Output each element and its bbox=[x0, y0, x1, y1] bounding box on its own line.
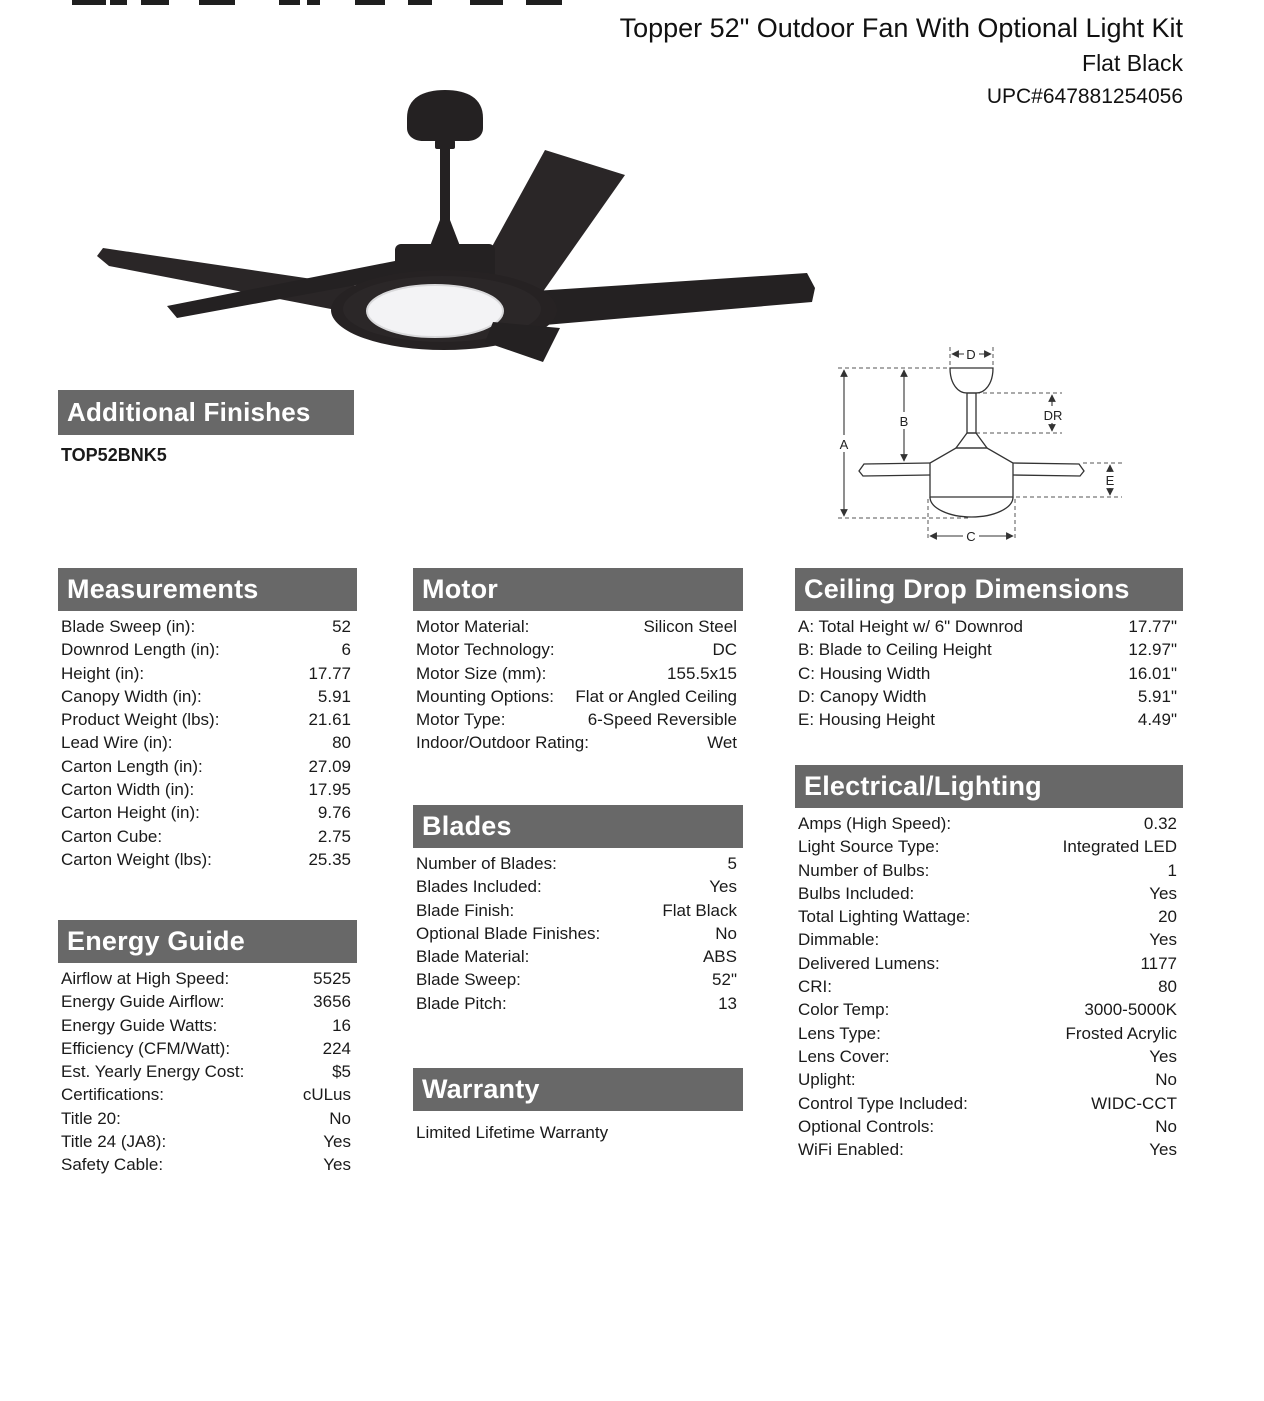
spec-value: 3656 bbox=[313, 992, 351, 1012]
blades-header: Blades bbox=[413, 805, 743, 848]
diagram-label-d: D bbox=[966, 347, 976, 362]
motor-section bbox=[413, 568, 743, 755]
spec-value: No bbox=[715, 923, 737, 943]
spec-label: Energy Guide Watts: bbox=[61, 1015, 218, 1035]
spec-label: Certifications: bbox=[61, 1085, 164, 1105]
motor-rows bbox=[413, 611, 743, 755]
spec-label: Blade Sweep: bbox=[416, 970, 521, 990]
product-title: Topper 52" Outdoor Fan With Optional Light Kit bbox=[619, 13, 1183, 43]
spec-value: 16.01" bbox=[1128, 663, 1177, 683]
spec-row bbox=[413, 638, 743, 661]
fan-downrod bbox=[440, 146, 450, 222]
product-upc: UPC#647881254056 bbox=[986, 85, 1183, 108]
spec-label: Efficiency (CFM/Watt): bbox=[61, 1038, 231, 1058]
spec-row bbox=[795, 859, 1183, 882]
fan-product-image bbox=[55, 78, 825, 378]
spec-value: 1 bbox=[1167, 860, 1177, 880]
spec-value: 80 bbox=[1158, 977, 1177, 997]
spec-row bbox=[795, 812, 1183, 835]
spec-row bbox=[58, 662, 357, 685]
spec-row bbox=[795, 1115, 1183, 1138]
spec-value: No bbox=[1155, 1070, 1177, 1090]
spec-label: Motor Size (mm): bbox=[416, 663, 547, 683]
spec-label: Canopy Width (in): bbox=[61, 686, 202, 706]
spec-label: Uplight: bbox=[798, 1070, 856, 1090]
spec-value: 17.77" bbox=[1128, 617, 1177, 636]
measurements-rows bbox=[58, 611, 357, 871]
spec-row bbox=[795, 708, 1183, 731]
spec-value: Flat or Angled Ceiling bbox=[575, 686, 737, 706]
spec-value: 20 bbox=[1158, 907, 1177, 927]
spec-row bbox=[58, 755, 357, 778]
spec-value: 16 bbox=[332, 1015, 351, 1035]
spec-row bbox=[413, 685, 743, 708]
spec-value: 5.91" bbox=[1137, 686, 1177, 706]
motor-header: Motor bbox=[413, 568, 743, 611]
spec-row bbox=[795, 615, 1183, 638]
spec-label: Carton Length (in): bbox=[61, 756, 203, 776]
spec-value: 13 bbox=[718, 993, 737, 1013]
ceiling-drop-header: Ceiling Drop Dimensions bbox=[795, 568, 1183, 611]
energy-guide-rows bbox=[58, 963, 357, 1177]
spec-label: Color Temp: bbox=[798, 1000, 890, 1020]
spec-label: Lead Wire (in): bbox=[61, 733, 173, 753]
spec-label: Carton Width (in): bbox=[61, 780, 195, 800]
spec-value: Yes bbox=[709, 877, 737, 897]
spec-label: A: Total Height w/ 6" Downrod bbox=[798, 617, 1023, 636]
spec-row bbox=[58, 1014, 357, 1037]
spec-row bbox=[795, 952, 1183, 975]
spec-label: Blade Pitch: bbox=[416, 993, 507, 1013]
diagram-label-e: E bbox=[1105, 473, 1115, 488]
spec-value: 52" bbox=[712, 970, 737, 990]
spec-row bbox=[413, 875, 743, 898]
spec-value: cULus bbox=[302, 1085, 351, 1105]
spec-label: Carton Weight (lbs): bbox=[61, 849, 212, 869]
spec-value: Yes bbox=[1149, 930, 1177, 950]
spec-label: Height (in): bbox=[61, 663, 145, 683]
spec-value: Integrated LED bbox=[1062, 837, 1177, 857]
spec-row bbox=[795, 1045, 1183, 1068]
spec-row bbox=[58, 1153, 357, 1176]
spec-label: Light Source Type: bbox=[798, 837, 940, 857]
spec-value: 6 bbox=[341, 640, 351, 660]
measurements-header: Measurements bbox=[58, 568, 357, 611]
spec-value: 155.5x15 bbox=[667, 663, 737, 683]
spec-label: Number of Bulbs: bbox=[798, 860, 930, 880]
electrical-header: Electrical/Lighting bbox=[795, 765, 1183, 808]
spec-label: Title 20: bbox=[61, 1108, 121, 1128]
spec-label: Lens Type: bbox=[798, 1023, 881, 1043]
spec-value: No bbox=[1155, 1116, 1177, 1136]
spec-row bbox=[413, 945, 743, 968]
spec-row bbox=[795, 638, 1183, 661]
spec-label: Carton Height (in): bbox=[61, 803, 200, 823]
spec-label: Amps (High Speed): bbox=[798, 814, 952, 833]
spec-label: Safety Cable: bbox=[61, 1155, 164, 1175]
spec-row bbox=[795, 905, 1183, 928]
finish-code: TOP52BNK5 bbox=[61, 445, 167, 465]
warranty-text: Limited Lifetime Warranty bbox=[416, 1123, 609, 1142]
spec-row bbox=[58, 1083, 357, 1106]
electrical-rows bbox=[795, 808, 1183, 1161]
electrical-section bbox=[795, 765, 1183, 1161]
spec-value: 5 bbox=[727, 854, 737, 873]
spec-row bbox=[413, 852, 743, 875]
spec-label: D: Canopy Width bbox=[798, 686, 927, 706]
spec-row bbox=[413, 968, 743, 991]
spec-label: Number of Blades: bbox=[416, 854, 557, 873]
spec-label: WiFi Enabled: bbox=[798, 1140, 904, 1160]
energy-guide-section bbox=[58, 920, 357, 1177]
spec-row bbox=[58, 685, 357, 708]
spec-value: 17.95 bbox=[308, 780, 351, 800]
spec-label: Motor Technology: bbox=[416, 640, 555, 660]
diagram-label-a: A bbox=[839, 437, 849, 452]
fan-blade-front bbox=[485, 322, 560, 362]
spec-row bbox=[58, 708, 357, 731]
spec-value: No bbox=[329, 1108, 351, 1128]
ceiling-drop-diagram bbox=[830, 332, 1140, 562]
spec-label: Control Type Included: bbox=[798, 1093, 968, 1113]
spec-value: Yes bbox=[1149, 1046, 1177, 1066]
spec-label: Blade Finish: bbox=[416, 900, 515, 920]
spec-row bbox=[795, 662, 1183, 685]
spec-label: Mounting Options: bbox=[416, 686, 554, 706]
spec-label: E: Housing Height bbox=[798, 710, 936, 730]
spec-row bbox=[795, 975, 1183, 998]
spec-row bbox=[795, 685, 1183, 708]
spec-label: C: Housing Width bbox=[798, 663, 931, 683]
warranty-header: Warranty bbox=[413, 1068, 743, 1111]
measurements-section bbox=[58, 568, 357, 871]
spec-value: 6-Speed Reversible bbox=[587, 710, 737, 730]
spec-row bbox=[795, 882, 1183, 905]
warranty-section bbox=[413, 1068, 743, 1143]
spec-value: Frosted Acrylic bbox=[1065, 1023, 1177, 1043]
spec-row bbox=[58, 1037, 357, 1060]
diagram-label-b: B bbox=[899, 414, 909, 429]
additional-finishes-section bbox=[58, 390, 354, 466]
spec-row bbox=[58, 967, 357, 990]
spec-value: 2.75 bbox=[317, 826, 351, 846]
spec-label: Optional Controls: bbox=[798, 1116, 935, 1136]
fan-coupler bbox=[430, 220, 460, 246]
spec-value: Yes bbox=[323, 1155, 351, 1175]
spec-value: 5525 bbox=[313, 969, 351, 988]
spec-row bbox=[58, 615, 357, 638]
spec-label: Dimmable: bbox=[798, 930, 880, 950]
spec-row bbox=[413, 992, 743, 1015]
spec-row bbox=[413, 708, 743, 731]
spec-value: 12.97" bbox=[1128, 640, 1177, 660]
spec-label: Energy Guide Airflow: bbox=[61, 992, 225, 1012]
spec-value: Yes bbox=[1149, 1140, 1177, 1160]
spec-value: Yes bbox=[1149, 883, 1177, 903]
spec-value: 224 bbox=[322, 1038, 351, 1058]
spec-value: 0.32 bbox=[1143, 814, 1177, 833]
spec-value: 1177 bbox=[1140, 953, 1177, 973]
blades-section bbox=[413, 805, 743, 1015]
spec-row bbox=[413, 662, 743, 685]
spec-label: Delivered Lumens: bbox=[798, 953, 940, 973]
cropped-text-fragment bbox=[0, 0, 700, 8]
spec-row bbox=[58, 825, 357, 848]
spec-value: Flat Black bbox=[662, 900, 737, 920]
spec-label: Est. Yearly Energy Cost: bbox=[61, 1062, 245, 1082]
spec-row bbox=[795, 998, 1183, 1021]
spec-label: Blade Sweep (in): bbox=[61, 617, 196, 636]
spec-value: 21.61 bbox=[308, 710, 351, 730]
spec-value: 25.35 bbox=[308, 849, 351, 869]
spec-row bbox=[58, 848, 357, 871]
spec-value: ABS bbox=[702, 947, 737, 967]
spec-value: Wet bbox=[707, 733, 737, 753]
spec-row bbox=[58, 1130, 357, 1153]
spec-value: 5.91 bbox=[317, 686, 351, 706]
spec-label: Motor Type: bbox=[416, 710, 506, 730]
spec-label: Product Weight (lbs): bbox=[61, 710, 220, 730]
spec-value: 3000-5000K bbox=[1084, 1000, 1177, 1020]
spec-value: WIDC-CCT bbox=[1091, 1093, 1177, 1113]
spec-label: Indoor/Outdoor Rating: bbox=[416, 733, 589, 753]
spec-row bbox=[795, 1138, 1183, 1161]
blades-rows bbox=[413, 848, 743, 1015]
spec-row bbox=[795, 835, 1183, 858]
spec-label: Downrod Length (in): bbox=[61, 640, 220, 660]
energy-guide-header: Energy Guide bbox=[58, 920, 357, 963]
spec-label: B: Blade to Ceiling Height bbox=[798, 640, 992, 660]
spec-value: 17.77 bbox=[308, 663, 351, 683]
spec-label: Total Lighting Wattage: bbox=[798, 907, 971, 927]
spec-row bbox=[413, 731, 743, 754]
spec-value: 27.09 bbox=[308, 756, 351, 776]
spec-value: Yes bbox=[323, 1132, 351, 1152]
ceiling-drop-section bbox=[795, 568, 1183, 731]
spec-row bbox=[58, 801, 357, 824]
spec-row bbox=[795, 1022, 1183, 1045]
spec-row bbox=[413, 615, 743, 638]
spec-label: Bulbs Included: bbox=[798, 883, 915, 903]
spec-row bbox=[58, 731, 357, 754]
spec-row bbox=[58, 1060, 357, 1083]
spec-label: Blade Material: bbox=[416, 947, 530, 967]
spec-value: Silicon Steel bbox=[643, 617, 737, 636]
spec-value: 52 bbox=[332, 617, 351, 636]
spec-row bbox=[413, 899, 743, 922]
diagram-label-c: C bbox=[966, 529, 976, 544]
spec-row bbox=[58, 638, 357, 661]
spec-row bbox=[795, 928, 1183, 951]
additional-finishes-header: Additional Finishes bbox=[58, 390, 354, 435]
spec-label: CRI: bbox=[798, 977, 832, 997]
spec-value: 80 bbox=[332, 733, 351, 753]
spec-row bbox=[795, 1068, 1183, 1091]
spec-label: Title 24 (JA8): bbox=[61, 1132, 167, 1152]
spec-value: 9.76 bbox=[317, 803, 351, 823]
spec-row bbox=[413, 922, 743, 945]
spec-label: Lens Cover: bbox=[798, 1046, 890, 1066]
spec-label: Carton Cube: bbox=[61, 826, 163, 846]
fan-canopy bbox=[407, 90, 483, 141]
spec-row bbox=[58, 1107, 357, 1130]
spec-label: Motor Material: bbox=[416, 617, 530, 636]
spec-row bbox=[795, 1092, 1183, 1115]
spec-value: 4.49" bbox=[1137, 710, 1177, 730]
spec-label: Optional Blade Finishes: bbox=[416, 923, 601, 943]
product-finish: Flat Black bbox=[1082, 50, 1183, 76]
spec-label: Airflow at High Speed: bbox=[61, 969, 230, 988]
spec-row bbox=[58, 990, 357, 1013]
ceiling-drop-rows bbox=[795, 611, 1183, 731]
spec-row bbox=[58, 778, 357, 801]
spec-value: $5 bbox=[332, 1062, 351, 1082]
spec-label: Blades Included: bbox=[416, 877, 542, 897]
spec-value: DC bbox=[712, 640, 737, 660]
diagram-label-dr: DR bbox=[1043, 408, 1063, 423]
